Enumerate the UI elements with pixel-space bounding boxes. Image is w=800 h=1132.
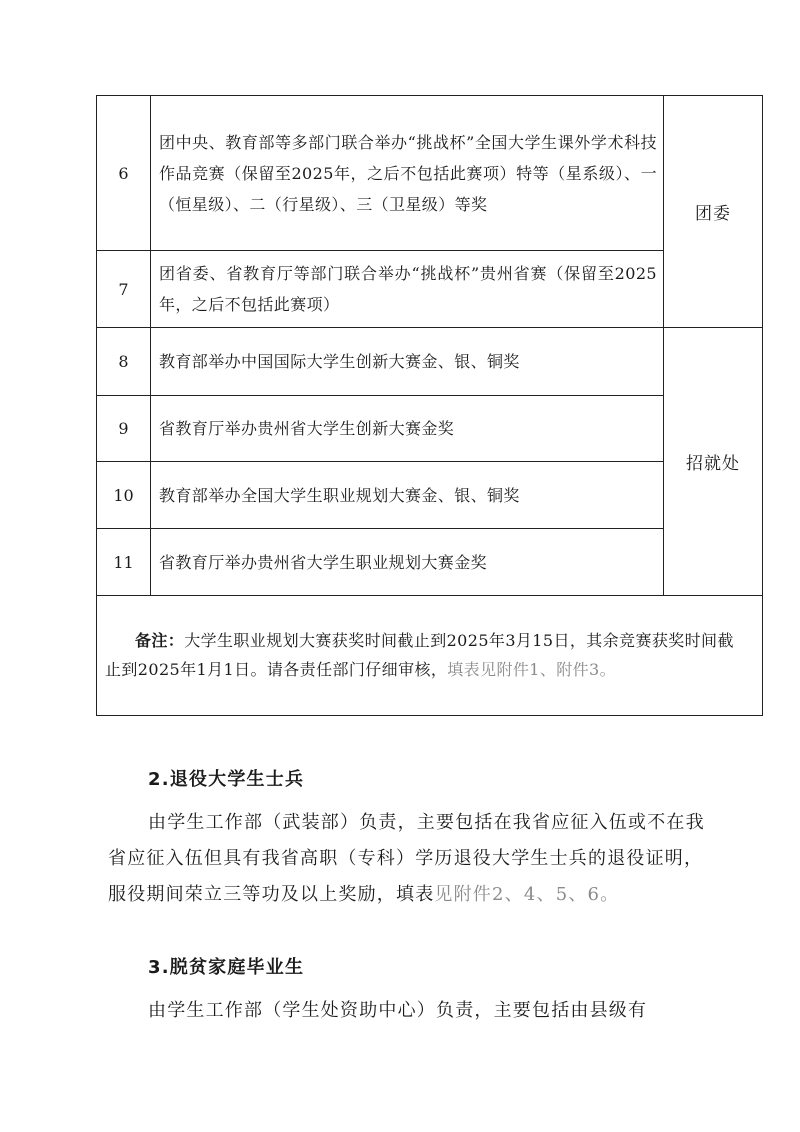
- table-row: [97, 96, 763, 251]
- section-2-text: 由学生工作部（武装部）负责，主要包括在我省应征入伍或不在我省应征入伍但具有我省高职（专科）学历退役大学生士兵的退役证明，服役期间荣立三等功及以上奖励，填表: [108, 812, 705, 905]
- row-item: [151, 529, 664, 596]
- row-number: 10: [97, 462, 151, 529]
- row-number: 7: [97, 251, 151, 328]
- row-number: 8: [97, 328, 151, 396]
- note-text: 大学生职业规划大赛获奖时间截止到2025年3月15日，其余竞赛获奖时间截止到2025年1月1日。请各责任部门仔细审核，: [105, 630, 734, 679]
- responsible-dept: 招就处: [664, 328, 763, 596]
- row-item: [151, 328, 664, 396]
- section-2-body: [108, 805, 708, 913]
- row-number: 6: [97, 96, 151, 251]
- table-row: [97, 251, 763, 328]
- awards-table: [96, 95, 763, 716]
- note-label: 备注：: [135, 630, 185, 650]
- row-item-text: 省教育厅举办贵州省大学生创新大赛金奖: [159, 419, 455, 438]
- row-item: [151, 251, 664, 328]
- row-item-text: 省教育厅举办贵州省大学生职业规划大赛金奖: [159, 552, 488, 572]
- table-note-row: [97, 596, 763, 716]
- section-3-heading: 3.脱贫家庭毕业生: [148, 957, 305, 978]
- section-2-faded-text: 见附件2、4、5、6。: [434, 884, 620, 905]
- responsible-dept: 团委: [664, 96, 763, 328]
- row-item-text: 教育部举办中国国际大学生创新大赛金、银、铜奖: [159, 352, 520, 371]
- row-item-text: 教育部举办全国大学生职业规划大赛金、银、铜奖: [159, 485, 520, 505]
- table-note: [97, 596, 763, 716]
- row-item: [151, 396, 664, 462]
- section-2-heading: 2.退役大学生士兵: [148, 769, 305, 790]
- note-faded-text: 填表见附件1、附件3。: [447, 659, 617, 679]
- row-item: [151, 96, 664, 251]
- section-3-body: 由学生工作部（学生处资助中心）负责，主要包括由县级有: [148, 1000, 648, 1021]
- row-item-text: 团中央、教育部等多部门联合举办“挑战杯”全国大学生课外学术科技作品竞赛（保留至2025年，之后不包括此赛项）特等（星系级）、一（恒星级）、二（行星级）、三（卫星级）等奖: [159, 132, 657, 214]
- table-row: [97, 396, 763, 462]
- row-item: [151, 462, 664, 529]
- table-row: [97, 529, 763, 596]
- row-item-text: 团省委、省教育厅等部门联合举办“挑战杯”贵州省赛（保留至2025年，之后不包括此赛项）: [159, 264, 657, 314]
- table-row: [97, 328, 763, 396]
- row-number: 9: [97, 396, 151, 462]
- table-row: [97, 462, 763, 529]
- row-number: 11: [97, 529, 151, 596]
